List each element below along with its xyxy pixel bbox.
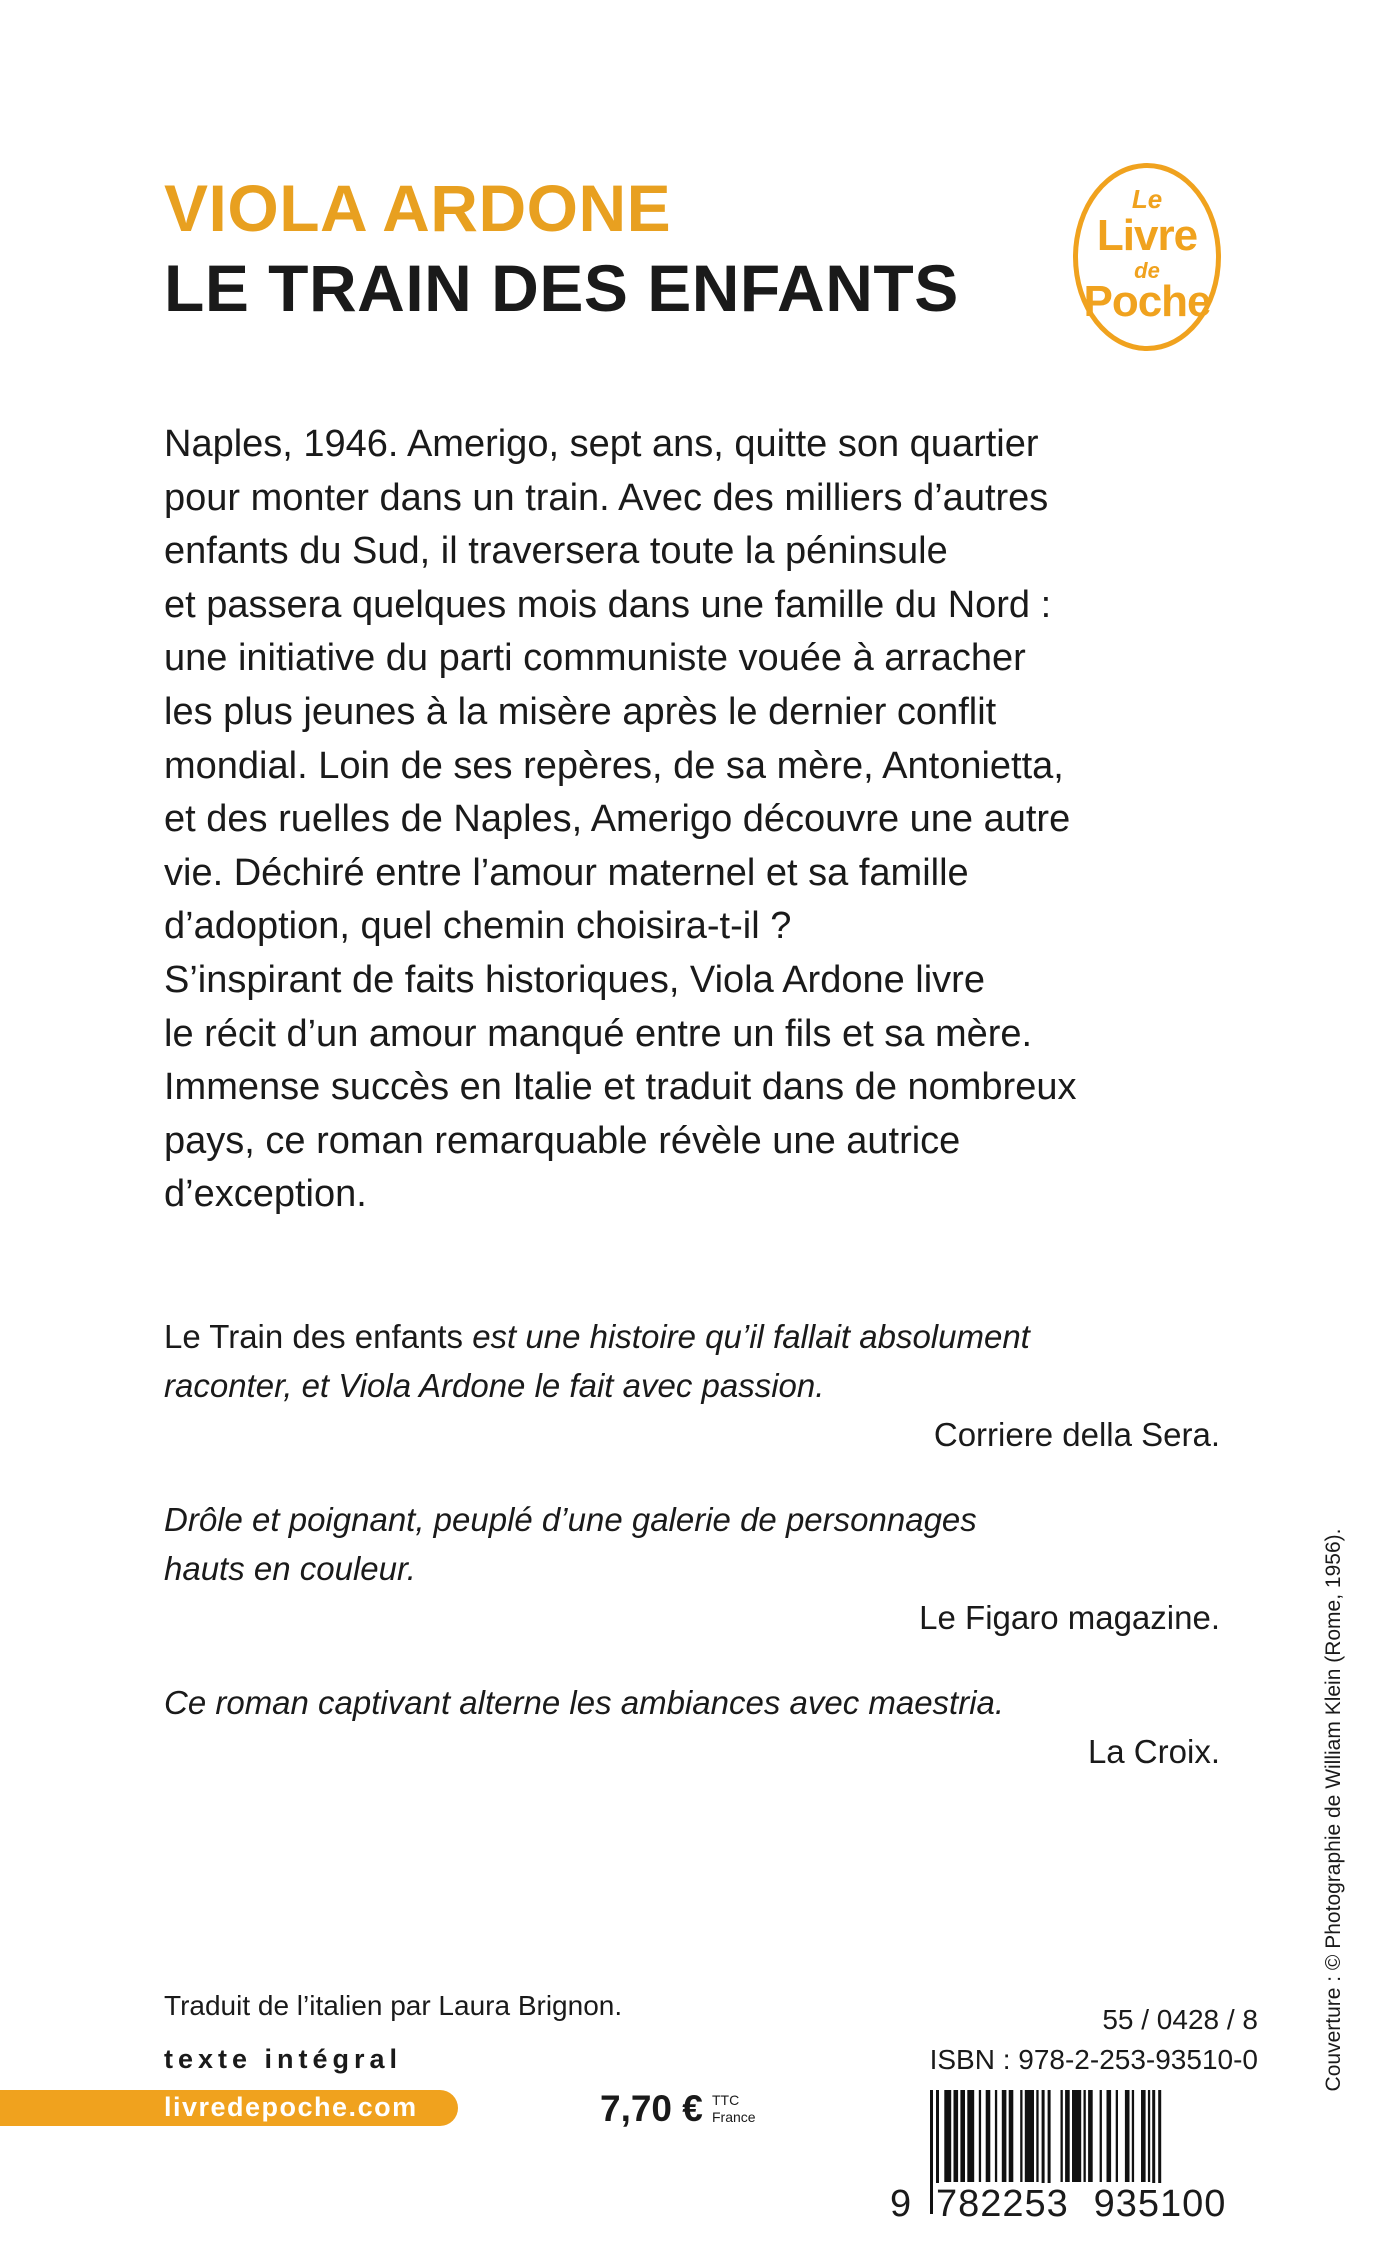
synopsis-line: Naples, 1946. Amerigo, sept ans, quitte son quartier: [164, 423, 1039, 465]
barcode-bar: [1125, 2090, 1130, 2182]
barcode-bar: [986, 2090, 991, 2182]
ttc-country: France: [712, 2109, 756, 2125]
quote-figaro: [164, 1495, 1220, 1642]
publisher-logo: [1073, 163, 1221, 351]
barcode-bar: [1072, 2090, 1081, 2182]
quote-line: hauts en couleur.: [164, 1550, 416, 1587]
full-text-label: texte intégral: [164, 2044, 403, 2074]
catalog-code: 55 / 0428 / 8: [1102, 2004, 1258, 2035]
barcode-bar: [1132, 2090, 1134, 2182]
photo-credit-container: [1314, 1490, 1354, 2130]
barcode-left-group: 782253: [936, 2183, 1069, 2225]
website-link-wrap: [0, 2090, 458, 2126]
synopsis-line: d’adoption, quel chemin choisira-t-il ?: [164, 905, 792, 948]
barcode-bar: [1065, 2090, 1070, 2182]
synopsis-line: et passera quelques mois dans une famille du Nord :: [164, 583, 1052, 626]
logo-text-poche: Poche: [1083, 277, 1211, 326]
quote-corriere: [164, 1312, 1220, 1459]
quote-book-title: Le Train des enfants: [164, 1318, 464, 1355]
quote-la-croix: [164, 1678, 1220, 1776]
barcode-bar: [1107, 2090, 1112, 2182]
barcode-bar: [1020, 2090, 1022, 2182]
synopsis-line: pour monter dans un train. Avec des milliers d’autres: [164, 476, 1049, 519]
synopsis-line: enfants du Sud, il traversera toute la péninsule: [164, 530, 948, 573]
barcode-bar: [944, 2090, 951, 2182]
logo-text-de: de: [1134, 258, 1160, 283]
synopsis-line: les plus jeunes à la misère après le dernier conflit: [164, 690, 997, 733]
synopsis-line: le récit d’un amour manqué entre un fils et sa mère.: [164, 1012, 1033, 1055]
translator-credit: Traduit de l’italien par Laura Brignon.: [164, 1990, 623, 2021]
website-link[interactable]: livredepoche.com: [164, 2092, 418, 2122]
barcode-bar: [1025, 2090, 1034, 2182]
barcode-bar: [1061, 2090, 1063, 2182]
quote-text: est une histoire qu’il fallait absolument: [463, 1318, 1030, 1355]
barcode-first-digit: 9: [890, 2183, 912, 2225]
barcode-bar: [1100, 2090, 1102, 2182]
barcode-bar: [979, 2090, 981, 2182]
barcode-bar: [1148, 2090, 1150, 2182]
ttc-label: TTC: [712, 2092, 740, 2108]
barcode-bar: [1116, 2090, 1118, 2182]
barcode-bar: [1009, 2090, 1014, 2182]
barcode-bar: [954, 2090, 959, 2182]
synopsis-line: vie. Déchiré entre l’amour maternel et sa famille: [164, 851, 969, 894]
price-tax-note: [712, 2092, 756, 2126]
barcode-bar: [967, 2090, 974, 2182]
synopsis-line: mondial. Loin de ses repères, de sa mère, Antonietta,: [164, 744, 1064, 787]
book-title: LE TRAIN DES ENFANTS: [164, 251, 959, 325]
quote-source: La Croix.: [1087, 1733, 1220, 1770]
logo-text-le: Le: [1131, 184, 1163, 214]
barcode-digits: [890, 2183, 1260, 2225]
isbn: ISBN : 978-2-253-93510-0: [929, 2044, 1258, 2075]
quote-source: Corriere della Sera.: [933, 1416, 1220, 1453]
synopsis: [164, 418, 1224, 1222]
barcode-bar: [1002, 2090, 1007, 2182]
synopsis-line: d’exception.: [164, 1173, 367, 1216]
price: 7,70 €: [600, 2088, 703, 2129]
synopsis-line: S’inspirant de faits historiques, Viola Ardone livre: [164, 958, 985, 1001]
barcode-bar: [960, 2090, 965, 2182]
synopsis-line: une initiative du parti communiste vouée à arracher: [164, 637, 1026, 680]
quote-line: Drôle et poignant, peuplé d’une galerie de personnages: [164, 1501, 977, 1538]
barcode-bar: [1084, 2090, 1086, 2182]
barcode-bar: [1141, 2090, 1146, 2182]
quote-line: raconter, et Viola Ardone le fait avec passion.: [164, 1367, 825, 1404]
synopsis-line: et des ruelles de Naples, Amerigo découvre une autre: [164, 798, 1071, 841]
press-quotes: [164, 1312, 1220, 1812]
logo-text-livre: Livre: [1096, 211, 1198, 260]
synopsis-line: pays, ce roman remarquable révèle une autrice: [164, 1119, 961, 1162]
barcode-right-group: 935100: [1090, 2183, 1230, 2226]
synopsis-line: Immense succès en Italie et traduit dans de nombreux: [164, 1066, 1077, 1109]
quote-line: [164, 1312, 1220, 1361]
barcode-bar: [1088, 2090, 1093, 2182]
barcode-bar: [1036, 2090, 1038, 2182]
photo-credit: Couverture : © Photographie de William Klein (Rome, 1956).: [1322, 1528, 1345, 2092]
barcode-bar: [995, 2090, 997, 2182]
quote-source: Le Figaro magazine.: [919, 1599, 1220, 1636]
quote-line: Ce roman captivant alterne les ambiances avec maestria.: [164, 1684, 1005, 1721]
author-name: VIOLA ARDONE: [164, 171, 672, 245]
